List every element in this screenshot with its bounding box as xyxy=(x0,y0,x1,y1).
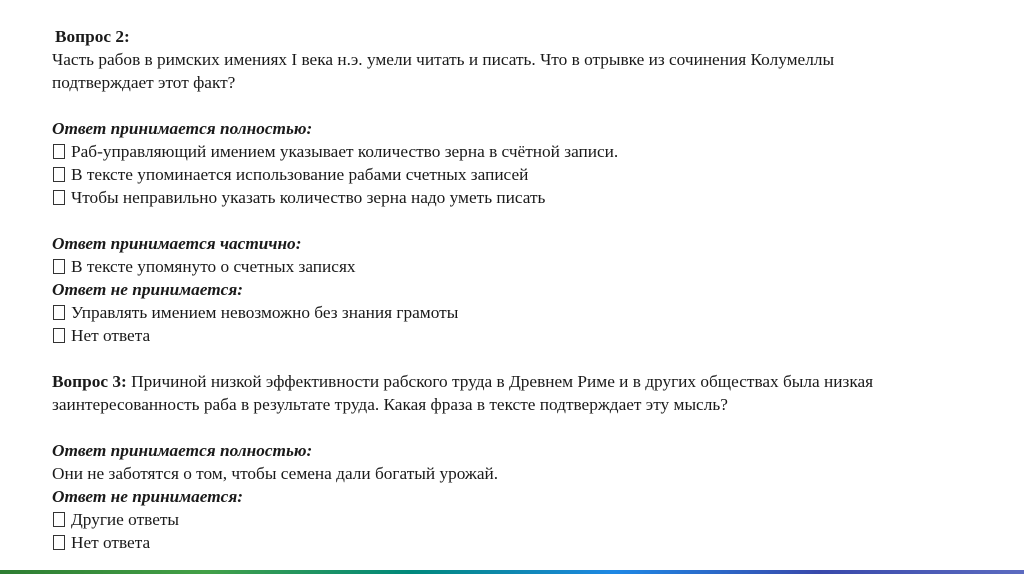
q2-rejected-item xyxy=(52,324,1002,347)
q2-rejected-item-text: Нет ответа xyxy=(71,326,151,345)
q2-partial-item-text: В тексте упомянуто о счетных записях xyxy=(71,257,356,276)
checkbox-bullet-icon xyxy=(53,305,65,320)
spacer xyxy=(52,416,1002,439)
checkbox-bullet-icon xyxy=(53,144,65,159)
q2-rejected-heading: Ответ не принимается: xyxy=(52,280,243,299)
q2-full-item-text: Чтобы неправильно указать количество зерна надо уметь писать xyxy=(71,188,546,207)
checkbox-bullet-icon xyxy=(53,512,65,527)
q3-text-line-1 xyxy=(52,370,1002,393)
q2-rejected-item xyxy=(52,301,1002,324)
q2-title: Вопрос 2: xyxy=(55,27,130,46)
q2-rejected-item-text: Управлять имением невозможно без знания грамоты xyxy=(71,303,459,322)
q3-full-answer: Они не заботятся о том, чтобы семена дали богатый урожай. xyxy=(52,464,499,483)
q2-full-heading: Ответ принимается полностью: xyxy=(52,119,313,138)
q3-text-start: Причиной низкой эффективности рабского труда в Древнем Риме и в других обществах была низкая xyxy=(131,372,874,391)
q2-full-item-text: Раб-управляющий имением указывает количество зерна в счётной записи. xyxy=(71,142,619,161)
checkbox-bullet-icon xyxy=(53,167,65,182)
q3-rejected-item xyxy=(52,531,1002,554)
checkbox-bullet-icon xyxy=(53,535,65,550)
slide-content xyxy=(52,25,1002,554)
footer-gradient-bar xyxy=(0,570,1024,574)
q2-full-item xyxy=(52,140,1002,163)
checkbox-bullet-icon xyxy=(53,190,65,205)
q3-title: Вопрос 3: xyxy=(52,372,127,391)
q2-text-line-1: Часть рабов в римских имениях I века н.э. умели читать и писать. Что в отрывке из сочинения Колумеллы xyxy=(52,50,835,69)
q3-rejected-item-text: Нет ответа xyxy=(71,533,151,552)
spacer xyxy=(52,347,1002,370)
q2-full-item-text: В тексте упоминается использование рабами счетных записей xyxy=(71,165,529,184)
q3-rejected-heading: Ответ не принимается: xyxy=(52,487,243,506)
checkbox-bullet-icon xyxy=(53,259,65,274)
q3-rejected-item-text: Другие ответы xyxy=(71,510,180,529)
q3-full-heading: Ответ принимается полностью: xyxy=(52,441,313,460)
q3-rejected-item xyxy=(52,508,1002,531)
q2-title-line xyxy=(52,25,1002,48)
spacer xyxy=(52,94,1002,117)
q2-full-item xyxy=(52,186,1002,209)
q2-partial-heading: Ответ принимается частично: xyxy=(52,234,302,253)
q2-text-line-2: подтверждает этот факт? xyxy=(52,73,236,92)
q2-full-item xyxy=(52,163,1002,186)
spacer xyxy=(52,209,1002,232)
q3-text-line-2: заинтересованность раба в результате труда. Какая фраза в тексте подтверждает эту мысль? xyxy=(52,395,728,414)
q2-partial-item xyxy=(52,255,1002,278)
checkbox-bullet-icon xyxy=(53,328,65,343)
